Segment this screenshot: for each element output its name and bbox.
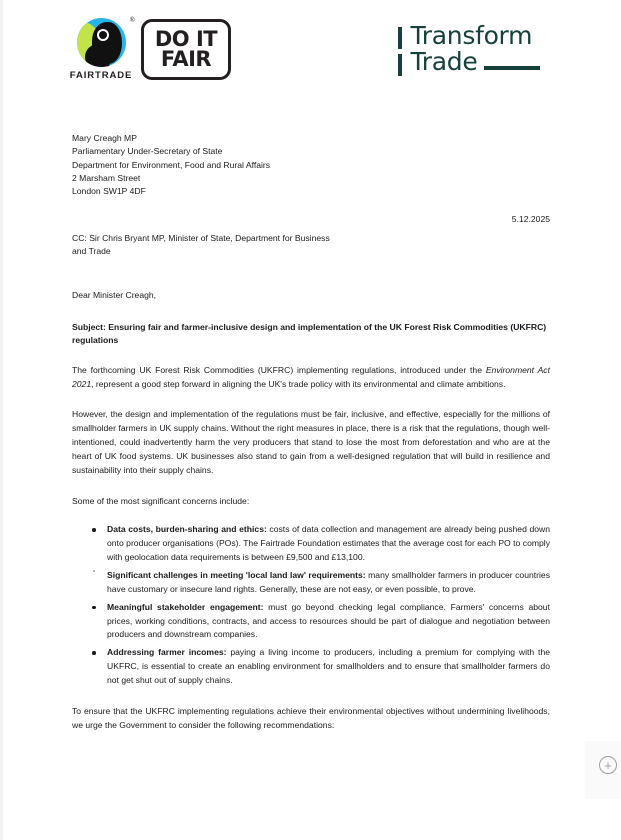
paragraph-1-text-a: The forthcoming UK Forest Risk Commodities (UKFRC) implementing regulations, introduced under the xyxy=(72,364,486,375)
salutation: Dear Minister Creagh, xyxy=(72,289,157,300)
letterhead xyxy=(0,0,621,108)
transform-trade-bars-icon xyxy=(398,23,402,76)
letter-date: 5.12.2025 xyxy=(511,213,550,224)
transform-trade-logo xyxy=(398,23,540,76)
concern-lead: Data costs, burden-sharing and ethics: xyxy=(107,523,267,534)
list-item xyxy=(72,523,550,565)
bullet-icon xyxy=(92,606,96,610)
recipient-line: 2 Marsham Street xyxy=(72,172,141,183)
paragraph-2: However, the design and implementation of the regulations must be fair, inclusive, and effective, especially for the millions of smallholder farmers in UK supply chains. Without the right measures in place, there is a risk that the regulations, though well-intentioned, could inadvertently harm the very producers that stand to lose the most from deforestation and who are at the heart of UK food systems. UK businesses also stand to gain from a well-designed regulation that will build in resilience and sustainability into their supply chains. xyxy=(72,409,550,476)
list-item xyxy=(72,569,550,597)
cc-line: CC: Sir Chris Bryant MP, Minister of State, Department for Business xyxy=(72,232,330,243)
concern-text: many smallholder farmers in producer countries have customary or insecure land rights. Generally, these are not easy, or even possible, to prove. xyxy=(107,569,551,594)
do-it-fair-logo xyxy=(141,19,231,80)
concern-lead: Addressing farmer incomes: xyxy=(107,647,227,658)
fairtrade-logo-lockup xyxy=(69,16,231,81)
transform-trade-underline xyxy=(484,66,540,70)
concern-text: costs of data collection and management are already being pushed down onto producer organisations (POs). The Fairtrade Foundation estimates that the average cost for each PO to comply with geolocation data requirements is between £9,500 and £13,100. xyxy=(107,523,551,562)
paragraph-1-italic-citation: Environment Act 2021 xyxy=(72,364,550,389)
fairtrade-head-dot xyxy=(99,31,107,39)
cc-block xyxy=(72,232,550,259)
bullet-icon xyxy=(92,651,96,655)
fairtrade-mark xyxy=(69,16,135,81)
concern-lead: Significant challenges in meeting 'local land law' requirements: xyxy=(107,569,366,580)
recipient-line: Parliamentary Under-Secretary of State xyxy=(72,146,223,157)
subject-line: Subject: Ensuring fair and farmer-inclusive design and implementation of the UK Forest Risk Commodities (UKFRC) regulations xyxy=(72,321,547,345)
list-item xyxy=(72,646,550,688)
recipient-line: London SW1P 4DF xyxy=(72,186,146,197)
list-item xyxy=(72,601,550,643)
fairtrade-roundel-icon xyxy=(77,18,126,67)
transform-trade-line2: Trade xyxy=(410,46,478,76)
registered-trademark-icon: ® xyxy=(129,16,135,24)
do-it-fair-line1: DO IT xyxy=(154,27,218,52)
cc-line: and Trade xyxy=(72,246,111,257)
paragraph-1-text-b: , represent a good step forward in aligning the UK's trade policy with its environmental and climate ambitions. xyxy=(91,378,506,389)
transform-trade-line1: Transform xyxy=(410,21,533,50)
zoom-in-icon[interactable]: + xyxy=(599,756,617,774)
bullet-icon xyxy=(93,570,95,572)
concern-text: must go beyond checking legal compliance. Farmers' concerns about prices, working conditions, contracts, and access to resources should be part of dialogue and negotiation between producers and downstream companies. xyxy=(107,601,550,640)
page-left-edge xyxy=(0,0,3,840)
paragraph-1 xyxy=(72,364,550,392)
transform-trade-wordmark xyxy=(411,23,541,75)
concern-text: paying a living income to producers, including a premium for complying with the UKFRC, is essential to create an enabling environment for smallholders and to ensure that smallholder farmers do not get shut out of supply chains. xyxy=(107,647,551,686)
fairtrade-wordmark: FAIRTRADE xyxy=(69,70,133,81)
bullet-icon xyxy=(92,528,96,532)
concerns-intro: Some of the most significant concerns include: xyxy=(72,496,250,507)
recipient-line: Department for Environment, Food and Rural Affairs xyxy=(72,159,271,170)
recipient-address-block xyxy=(72,132,550,199)
do-it-fair-line2: FAIR xyxy=(160,46,212,71)
concerns-list xyxy=(72,523,550,688)
closing-paragraph: To ensure that the UKFRC implementing regulations achieve their environmental objectives without undermining livelihoods, we urge the Government to consider the following recommendations: xyxy=(72,706,550,731)
recipient-line: Mary Creagh MP xyxy=(72,133,137,143)
concern-lead: Meaningful stakeholder engagement: xyxy=(107,601,264,612)
letter-body xyxy=(72,132,550,733)
